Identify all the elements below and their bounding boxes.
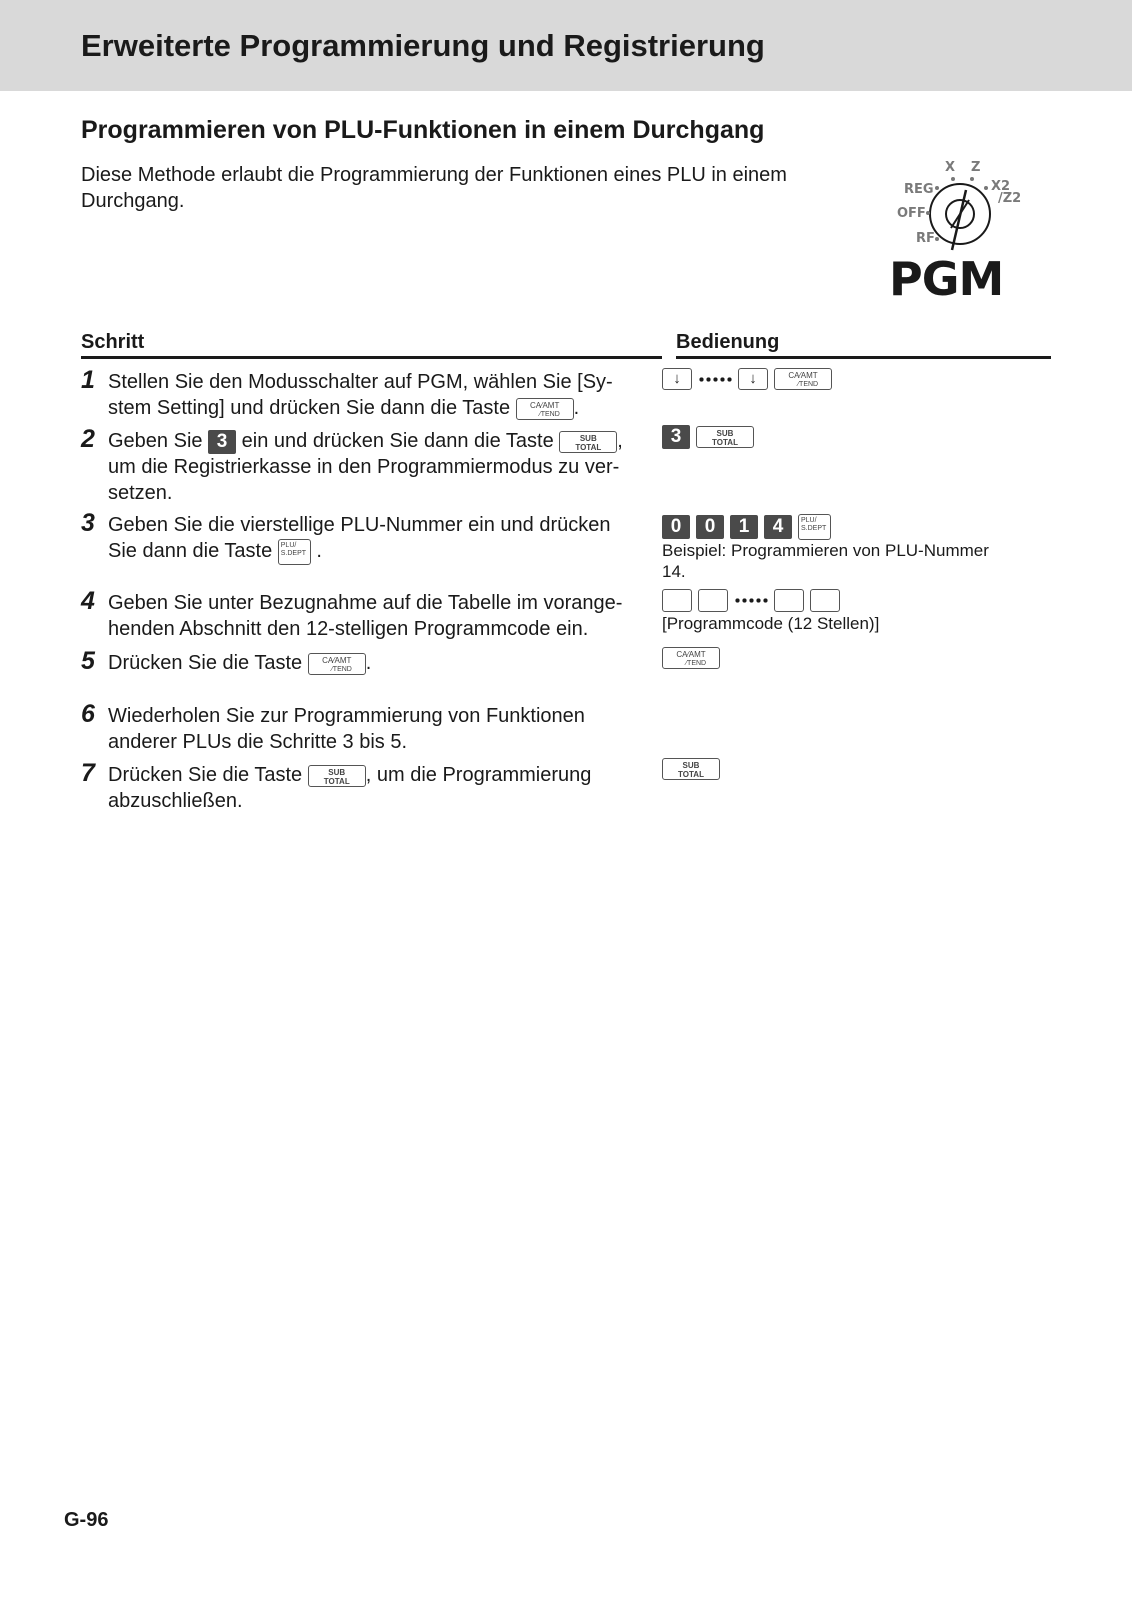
digit-key-icon: 3 — [662, 425, 690, 449]
step-number: 6 — [81, 700, 95, 728]
mode-label-reg: REG — [904, 182, 934, 197]
section-title: Programmieren von PLU-Funktionen in einem Durchgang — [81, 116, 765, 144]
ca-amt-tend-key-icon: CA⁄AMT ⁄TEND — [308, 653, 366, 675]
page-number: G-96 — [64, 1509, 109, 1531]
subtotal-key-icon: SUB TOTAL — [559, 431, 617, 453]
intro-line-1: Diese Methode erlaubt die Programmierung der Funktionen eines PLU in einem — [81, 164, 787, 186]
step-text: setzen. — [108, 482, 173, 504]
mode-switch-illustration — [880, 160, 1060, 306]
subtotal-key-icon: SUB TOTAL — [662, 758, 720, 780]
mode-label-rf: RF — [916, 231, 935, 246]
blank-key-icon — [774, 589, 804, 612]
step-text: Stellen Sie den Modusschalter auf PGM, wählen Sie [Sy- — [108, 371, 613, 393]
digit-key-icon: 3 — [208, 430, 236, 454]
mode-label-z: Z — [971, 160, 981, 175]
step-3 — [81, 509, 661, 565]
ca-amt-tend-key-icon: CA⁄AMT ⁄TEND — [516, 398, 574, 420]
step-text: anderer PLUs die Schritte 3 bis 5. — [108, 731, 408, 753]
step-text: Geben Sie unter Bezugnahme auf die Tabelle im vorange- — [108, 592, 623, 614]
subtotal-key-icon: SUB TOTAL — [696, 426, 754, 448]
mode-label-x2: X2 — [991, 179, 1011, 194]
operation-4 — [662, 587, 1032, 634]
step-4 — [81, 587, 661, 642]
step-number: 4 — [81, 587, 95, 615]
step-number: 1 — [81, 366, 95, 394]
step-text: . — [365, 652, 372, 674]
step-text: um die Registrierkasse in den Programmiermodus zu ver- — [108, 456, 620, 478]
ca-amt-tend-key-icon: CA⁄AMT ⁄TEND — [662, 647, 720, 669]
operation-1 — [662, 366, 1032, 392]
operation-7 — [662, 756, 1032, 782]
ca-amt-tend-key-icon: CA⁄AMT ⁄TEND — [774, 368, 832, 390]
subtotal-key-icon: SUB TOTAL — [308, 765, 366, 787]
step-5 — [81, 647, 661, 676]
operation-note: Beispiel: Programmieren von PLU-Nummer — [662, 541, 989, 560]
step-1 — [81, 366, 661, 421]
operation-5 — [662, 645, 1032, 671]
column-header-step: Schritt — [81, 331, 662, 359]
digit-key-icon: 0 — [696, 515, 724, 539]
step-text: Wiederholen Sie zur Programmierung von Funktionen — [108, 705, 585, 727]
page-header-title: Erweiterte Programmierung und Registrierung — [81, 28, 765, 63]
digit-key-icon: 4 — [764, 515, 792, 539]
step-text: Geben Sie — [108, 430, 203, 452]
step-text: ein und drücken Sie dann die Taste — [241, 430, 554, 452]
mode-pgm-label: PGM — [889, 252, 1004, 306]
mode-label-z2: /Z2 — [998, 191, 1022, 206]
step-number: 5 — [81, 647, 95, 675]
digit-key-icon: 1 — [730, 515, 758, 539]
arrow-down-key-icon: ↓ — [738, 368, 768, 390]
step-text: . — [316, 540, 322, 562]
plu-sdept-key-icon: PLU/ S.DEPT — [798, 514, 831, 540]
column-header-operation: Bedienung — [676, 331, 1051, 359]
step-text: Sie dann die Taste — [108, 540, 273, 562]
step-text: , um die Programmierung — [365, 764, 592, 786]
operation-3 — [662, 514, 1032, 582]
step-number: 3 — [81, 509, 95, 537]
intro-paragraph — [81, 162, 841, 214]
blank-key-icon — [810, 589, 840, 612]
blank-key-icon — [698, 589, 728, 612]
step-text: Drücken Sie die Taste — [108, 764, 303, 786]
step-number: 7 — [81, 759, 95, 787]
step-number: 2 — [81, 425, 95, 453]
plu-sdept-key-icon: PLU/ S.DEPT — [278, 539, 311, 565]
mode-label-off: OFF — [897, 206, 926, 221]
operation-note: 14. — [662, 562, 686, 581]
step-2 — [81, 425, 661, 506]
intro-line-2: Durchgang. — [81, 190, 185, 212]
step-text: abzuschließen. — [108, 790, 243, 812]
ellipsis-dots-icon — [698, 377, 732, 382]
step-7 — [81, 759, 661, 814]
mode-label-x: X — [945, 160, 956, 175]
step-6 — [81, 700, 661, 755]
digit-key-icon: 0 — [662, 515, 690, 539]
arrow-down-key-icon: ↓ — [662, 368, 692, 390]
step-text: Drücken Sie die Taste — [108, 652, 303, 674]
step-text: stem Setting] und drücken Sie dann die Taste — [108, 397, 511, 419]
step-text: . — [573, 397, 580, 419]
blank-key-icon — [662, 589, 692, 612]
step-text: henden Abschnitt den 12-stelligen Programmcode ein. — [108, 618, 589, 640]
operation-note: [Programmcode (12 Stellen)] — [662, 614, 880, 633]
ellipsis-dots-icon — [734, 598, 768, 603]
operation-2 — [662, 424, 1032, 450]
step-text: , — [617, 430, 623, 452]
step-text: Geben Sie die vierstellige PLU-Nummer ein und drücken — [108, 514, 611, 536]
